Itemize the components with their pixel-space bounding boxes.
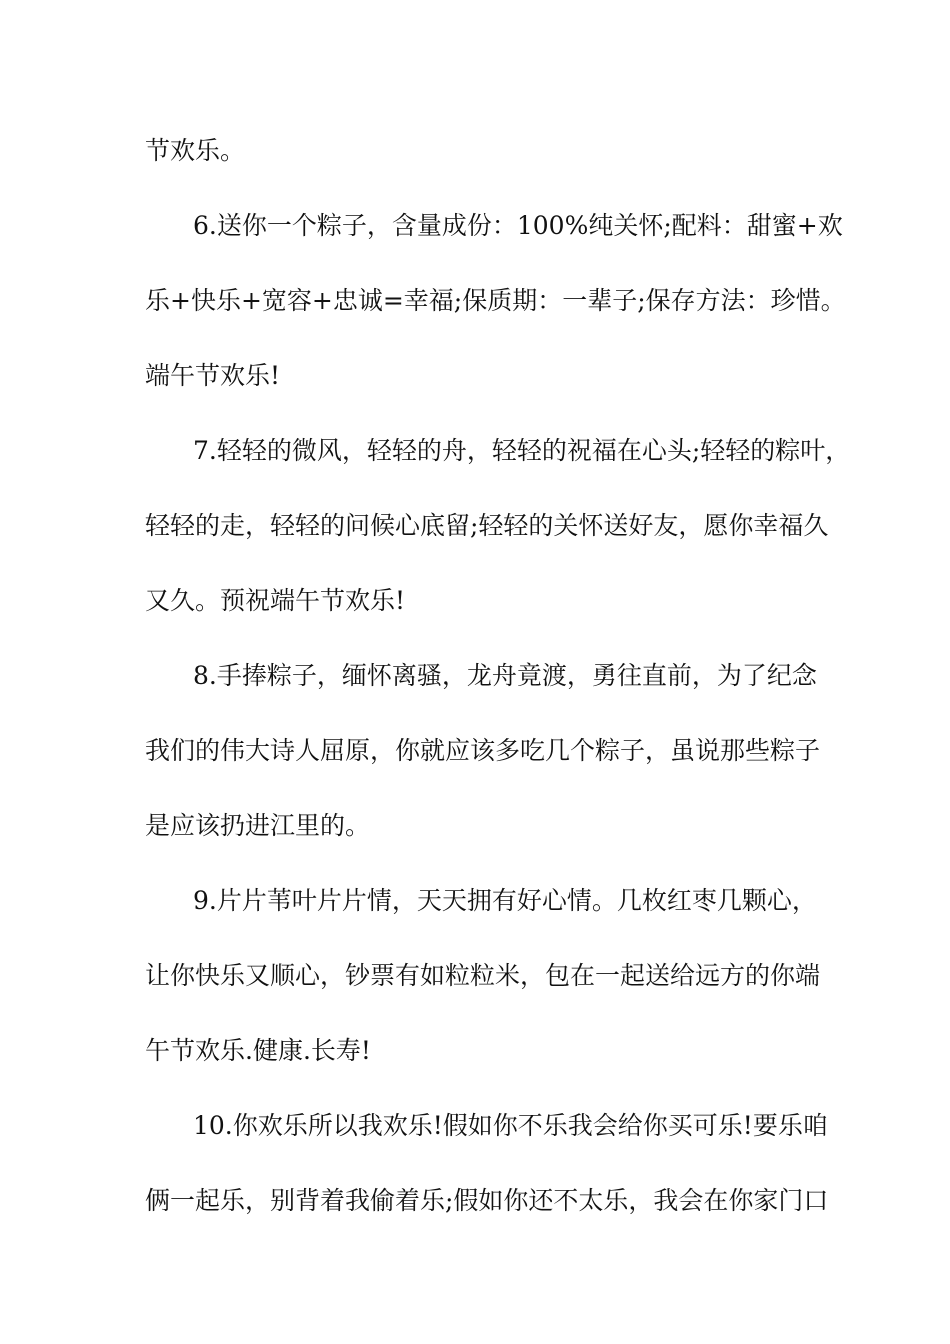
paragraph-6-line-3: 端午节欢乐! [145, 361, 281, 390]
paragraph-6-line-1: 6.送你一个粽子，含量成份：100%纯关怀;配料：甜蜜+欢 [193, 211, 843, 240]
paragraph-7-line-1: 7.轻轻的微风，轻轻的舟，轻轻的祝福在心头;轻轻的粽叶， [193, 436, 851, 465]
paragraph-10-line-2: 俩一起乐，别背着我偷着乐;假如你还不太乐，我会在你家门口 [145, 1186, 829, 1215]
text-line: 节欢乐。 [145, 136, 246, 165]
paragraph-8-line-2: 我们的伟大诗人屈原，你就应该多吃几个粽子，虽说那些粽子 [145, 736, 821, 765]
paragraph-7-line-3: 又久。预祝端午节欢乐! [145, 586, 406, 615]
paragraph-10-line-1: 10.你欢乐所以我欢乐!假如你不乐我会给你买可乐!要乐咱 [193, 1111, 828, 1140]
paragraph-9-line-1: 9.片片苇叶片片情，天天拥有好心情。几枚红枣几颗心， [193, 886, 817, 915]
paragraph-8-line-1: 8.手捧粽子，缅怀离骚，龙舟竟渡，勇往直前，为了纪念 [193, 661, 817, 690]
paragraph-9-line-2: 让你快乐又顺心，钞票有如粒粒米，包在一起送给远方的你端 [145, 961, 821, 990]
paragraph-7-line-2: 轻轻的走，轻轻的问候心底留;轻轻的关怀送好友，愿你幸福久 [145, 511, 829, 540]
paragraph-8-line-3: 是应该扔进江里的。 [145, 811, 371, 840]
paragraph-9-line-3: 午节欢乐.健康.长寿! [145, 1036, 371, 1065]
paragraph-6-line-2: 乐+快乐+宽容+忠诚=幸福;保质期：一辈子;保存方法：珍惜。 [145, 286, 846, 315]
